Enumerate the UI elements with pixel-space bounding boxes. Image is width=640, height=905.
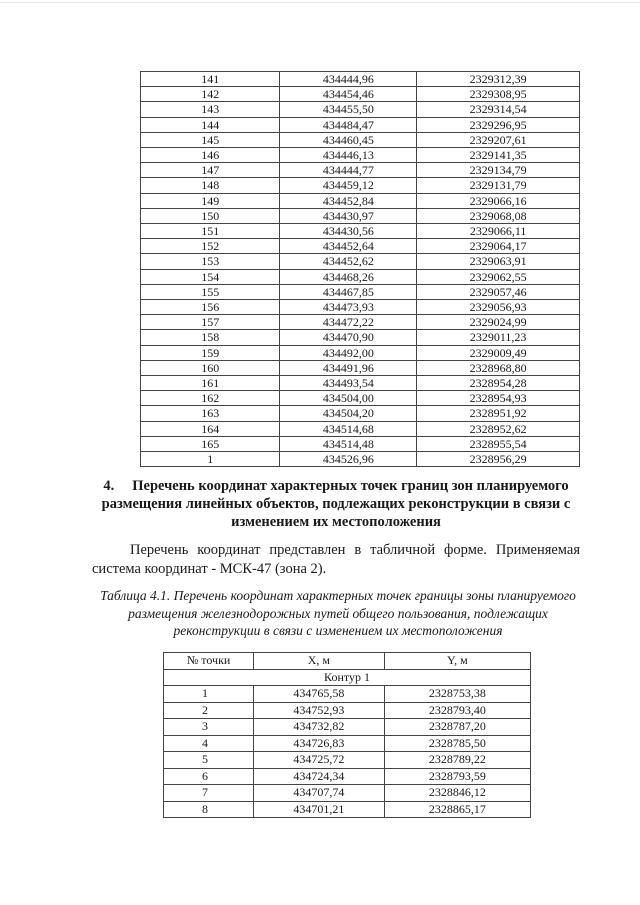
table-top-row xyxy=(141,421,580,436)
x-coordinate-cell: 434455,50 xyxy=(280,102,417,117)
table-top-row xyxy=(141,300,580,315)
x-coordinate-cell: 434493,54 xyxy=(280,376,417,391)
y-coordinate-cell: 2329207,61 xyxy=(417,132,580,147)
x-coordinate-cell: 434467,85 xyxy=(280,284,417,299)
y-coordinate-cell: 2328955,54 xyxy=(417,436,580,451)
point-number-cell: 148 xyxy=(141,178,280,193)
table-bottom-row xyxy=(164,801,531,818)
coordinates-table-continued xyxy=(140,71,580,467)
x-coordinate-cell: 434707,74 xyxy=(254,785,385,802)
x-coordinate-cell: 434444,96 xyxy=(280,72,417,87)
y-coordinate-cell: 2329009,49 xyxy=(417,345,580,360)
x-coordinate-cell: 434504,00 xyxy=(280,391,417,406)
point-number-cell: 151 xyxy=(141,224,280,239)
y-coordinate-cell: 2329131,79 xyxy=(417,178,580,193)
x-coordinate-cell: 434492,00 xyxy=(280,345,417,360)
y-coordinate-cell: 2328787,20 xyxy=(384,719,530,736)
table-top-row xyxy=(141,239,580,254)
y-coordinate-cell: 2328951,92 xyxy=(417,406,580,421)
table-top-row xyxy=(141,452,580,467)
point-number-cell: 153 xyxy=(141,254,280,269)
contour-row xyxy=(164,669,531,686)
table-bottom-row xyxy=(164,735,531,752)
x-coordinate-cell: 434468,26 xyxy=(280,269,417,284)
point-number-cell: 7 xyxy=(164,785,254,802)
point-number-cell: 147 xyxy=(141,163,280,178)
x-coordinate-cell: 434446,13 xyxy=(280,148,417,163)
table-top-row xyxy=(141,284,580,299)
point-number-cell: 143 xyxy=(141,102,280,117)
y-coordinate-cell: 2329308,95 xyxy=(417,87,580,102)
x-coordinate-cell: 434504,20 xyxy=(280,406,417,421)
table-4-1-body xyxy=(164,669,531,818)
y-coordinate-cell: 2328846,12 xyxy=(384,785,530,802)
table-top-row xyxy=(141,193,580,208)
y-coordinate-cell: 2329066,11 xyxy=(417,224,580,239)
x-coordinate-cell: 434444,77 xyxy=(280,163,417,178)
y-coordinate-cell: 2328793,40 xyxy=(384,702,530,719)
y-coordinate-cell: 2329068,08 xyxy=(417,208,580,223)
x-coordinate-cell: 434430,97 xyxy=(280,208,417,223)
point-number-cell: 5 xyxy=(164,752,254,769)
point-number-cell: 157 xyxy=(141,315,280,330)
table-top-row xyxy=(141,330,580,345)
x-coordinate-cell: 434473,93 xyxy=(280,300,417,315)
table-top-row xyxy=(141,436,580,451)
table-bottom-row xyxy=(164,785,531,802)
table-top-row xyxy=(141,345,580,360)
y-coordinate-cell: 2328793,59 xyxy=(384,768,530,785)
point-number-cell: 142 xyxy=(141,87,280,102)
table-header-row xyxy=(164,653,531,670)
y-coordinate-cell: 2329024,99 xyxy=(417,315,580,330)
table-caption: Таблица 4.1. Перечень координат характерных точек границы зоны планируемого размещения железнодорожных путей общего пользования, подлежащих реконструкции в связи с изменением их местоположения xyxy=(100,588,576,638)
y-coordinate-cell: 2328954,28 xyxy=(417,376,580,391)
y-coordinate-cell: 2328954,93 xyxy=(417,391,580,406)
section-number: 4. xyxy=(103,478,115,494)
point-number-cell: 155 xyxy=(141,284,280,299)
x-coordinate-cell: 434514,48 xyxy=(280,436,417,451)
table-top-row xyxy=(141,391,580,406)
point-number-cell: 158 xyxy=(141,330,280,345)
x-coordinate-cell: 434514,68 xyxy=(280,421,417,436)
y-coordinate-cell: 2328865,17 xyxy=(384,801,530,818)
page-top-edge xyxy=(0,2,640,3)
table-top-row xyxy=(141,132,580,147)
table-top-row xyxy=(141,315,580,330)
y-coordinate-cell: 2328956,29 xyxy=(417,452,580,467)
x-coordinate-cell: 434452,84 xyxy=(280,193,417,208)
y-coordinate-cell: 2329063,91 xyxy=(417,254,580,269)
header-y: Y, м xyxy=(384,653,530,670)
y-coordinate-cell: 2329312,39 xyxy=(417,72,580,87)
y-coordinate-cell: 2328789,22 xyxy=(384,752,530,769)
y-coordinate-cell: 2329064,17 xyxy=(417,239,580,254)
point-number-cell: 156 xyxy=(141,300,280,315)
y-coordinate-cell: 2329314,54 xyxy=(417,102,580,117)
x-coordinate-cell: 434724,34 xyxy=(254,768,385,785)
y-coordinate-cell: 2328952,62 xyxy=(417,421,580,436)
point-number-cell: 160 xyxy=(141,360,280,375)
point-number-cell: 3 xyxy=(164,719,254,736)
table-4-1 xyxy=(163,652,531,818)
x-coordinate-cell: 434452,62 xyxy=(280,254,417,269)
point-number-cell: 165 xyxy=(141,436,280,451)
y-coordinate-cell: 2328785,50 xyxy=(384,735,530,752)
y-coordinate-cell: 2329011,23 xyxy=(417,330,580,345)
table-top-row xyxy=(141,87,580,102)
header-x: X, м xyxy=(254,653,385,670)
point-number-cell: 154 xyxy=(141,269,280,284)
y-coordinate-cell: 2329141,35 xyxy=(417,148,580,163)
point-number-cell: 141 xyxy=(141,72,280,87)
point-number-cell: 144 xyxy=(141,117,280,132)
point-number-cell: 159 xyxy=(141,345,280,360)
point-number-cell: 161 xyxy=(141,376,280,391)
point-number-cell: 4 xyxy=(164,735,254,752)
point-number-cell: 163 xyxy=(141,406,280,421)
y-coordinate-cell: 2329134,79 xyxy=(417,163,580,178)
table-top-row xyxy=(141,72,580,87)
x-coordinate-cell: 434752,93 xyxy=(254,702,385,719)
x-coordinate-cell: 434472,22 xyxy=(280,315,417,330)
y-coordinate-cell: 2328968,80 xyxy=(417,360,580,375)
table-top-row xyxy=(141,117,580,132)
x-coordinate-cell: 434726,83 xyxy=(254,735,385,752)
point-number-cell: 152 xyxy=(141,239,280,254)
y-coordinate-cell: 2329056,93 xyxy=(417,300,580,315)
y-coordinate-cell: 2328753,38 xyxy=(384,686,530,703)
point-number-cell: 1 xyxy=(141,452,280,467)
x-coordinate-cell: 434430,56 xyxy=(280,224,417,239)
y-coordinate-cell: 2329062,55 xyxy=(417,269,580,284)
point-number-cell: 1 xyxy=(164,686,254,703)
table-top-row xyxy=(141,376,580,391)
point-number-cell: 2 xyxy=(164,702,254,719)
table-top-row xyxy=(141,360,580,375)
table-top-row xyxy=(141,178,580,193)
x-coordinate-cell: 434526,96 xyxy=(280,452,417,467)
section-heading xyxy=(92,477,580,531)
point-number-cell: 162 xyxy=(141,391,280,406)
table-top-row xyxy=(141,102,580,117)
table-top-row xyxy=(141,269,580,284)
point-number-cell: 145 xyxy=(141,132,280,147)
coordinates-table-body xyxy=(141,72,580,467)
point-number-cell: 164 xyxy=(141,421,280,436)
x-coordinate-cell: 434452,64 xyxy=(280,239,417,254)
x-coordinate-cell: 434454,46 xyxy=(280,87,417,102)
x-coordinate-cell: 434470,90 xyxy=(280,330,417,345)
table-top-row xyxy=(141,148,580,163)
intro-paragraph: Перечень координат представлен в табличной форме. Применяемая система координат - МСК-47 (зона 2). xyxy=(92,542,580,577)
table-bottom-row xyxy=(164,752,531,769)
table-top-row xyxy=(141,208,580,223)
section-title: Перечень координат характерных точек границ зон планируемого размещения линейных объектов, подлежащих реконструкции в связи с изменением их местоположения xyxy=(101,478,571,530)
table-bottom-row xyxy=(164,768,531,785)
x-coordinate-cell: 434459,12 xyxy=(280,178,417,193)
x-coordinate-cell: 434484,47 xyxy=(280,117,417,132)
point-number-cell: 6 xyxy=(164,768,254,785)
point-number-cell: 146 xyxy=(141,148,280,163)
x-coordinate-cell: 434460,45 xyxy=(280,132,417,147)
table-top-row xyxy=(141,254,580,269)
y-coordinate-cell: 2329057,46 xyxy=(417,284,580,299)
table-bottom-row xyxy=(164,719,531,736)
x-coordinate-cell: 434491,96 xyxy=(280,360,417,375)
table-top-row xyxy=(141,406,580,421)
x-coordinate-cell: 434725,72 xyxy=(254,752,385,769)
x-coordinate-cell: 434701,21 xyxy=(254,801,385,818)
contour-label: Контур 1 xyxy=(164,669,531,686)
table-bottom-row xyxy=(164,702,531,719)
table-bottom-row xyxy=(164,686,531,703)
y-coordinate-cell: 2329066,16 xyxy=(417,193,580,208)
x-coordinate-cell: 434732,82 xyxy=(254,719,385,736)
point-number-cell: 8 xyxy=(164,801,254,818)
x-coordinate-cell: 434765,58 xyxy=(254,686,385,703)
table-top-row xyxy=(141,224,580,239)
header-point-number: № точки xyxy=(164,653,254,670)
point-number-cell: 149 xyxy=(141,193,280,208)
point-number-cell: 150 xyxy=(141,208,280,223)
y-coordinate-cell: 2329296,95 xyxy=(417,117,580,132)
table-top-row xyxy=(141,163,580,178)
